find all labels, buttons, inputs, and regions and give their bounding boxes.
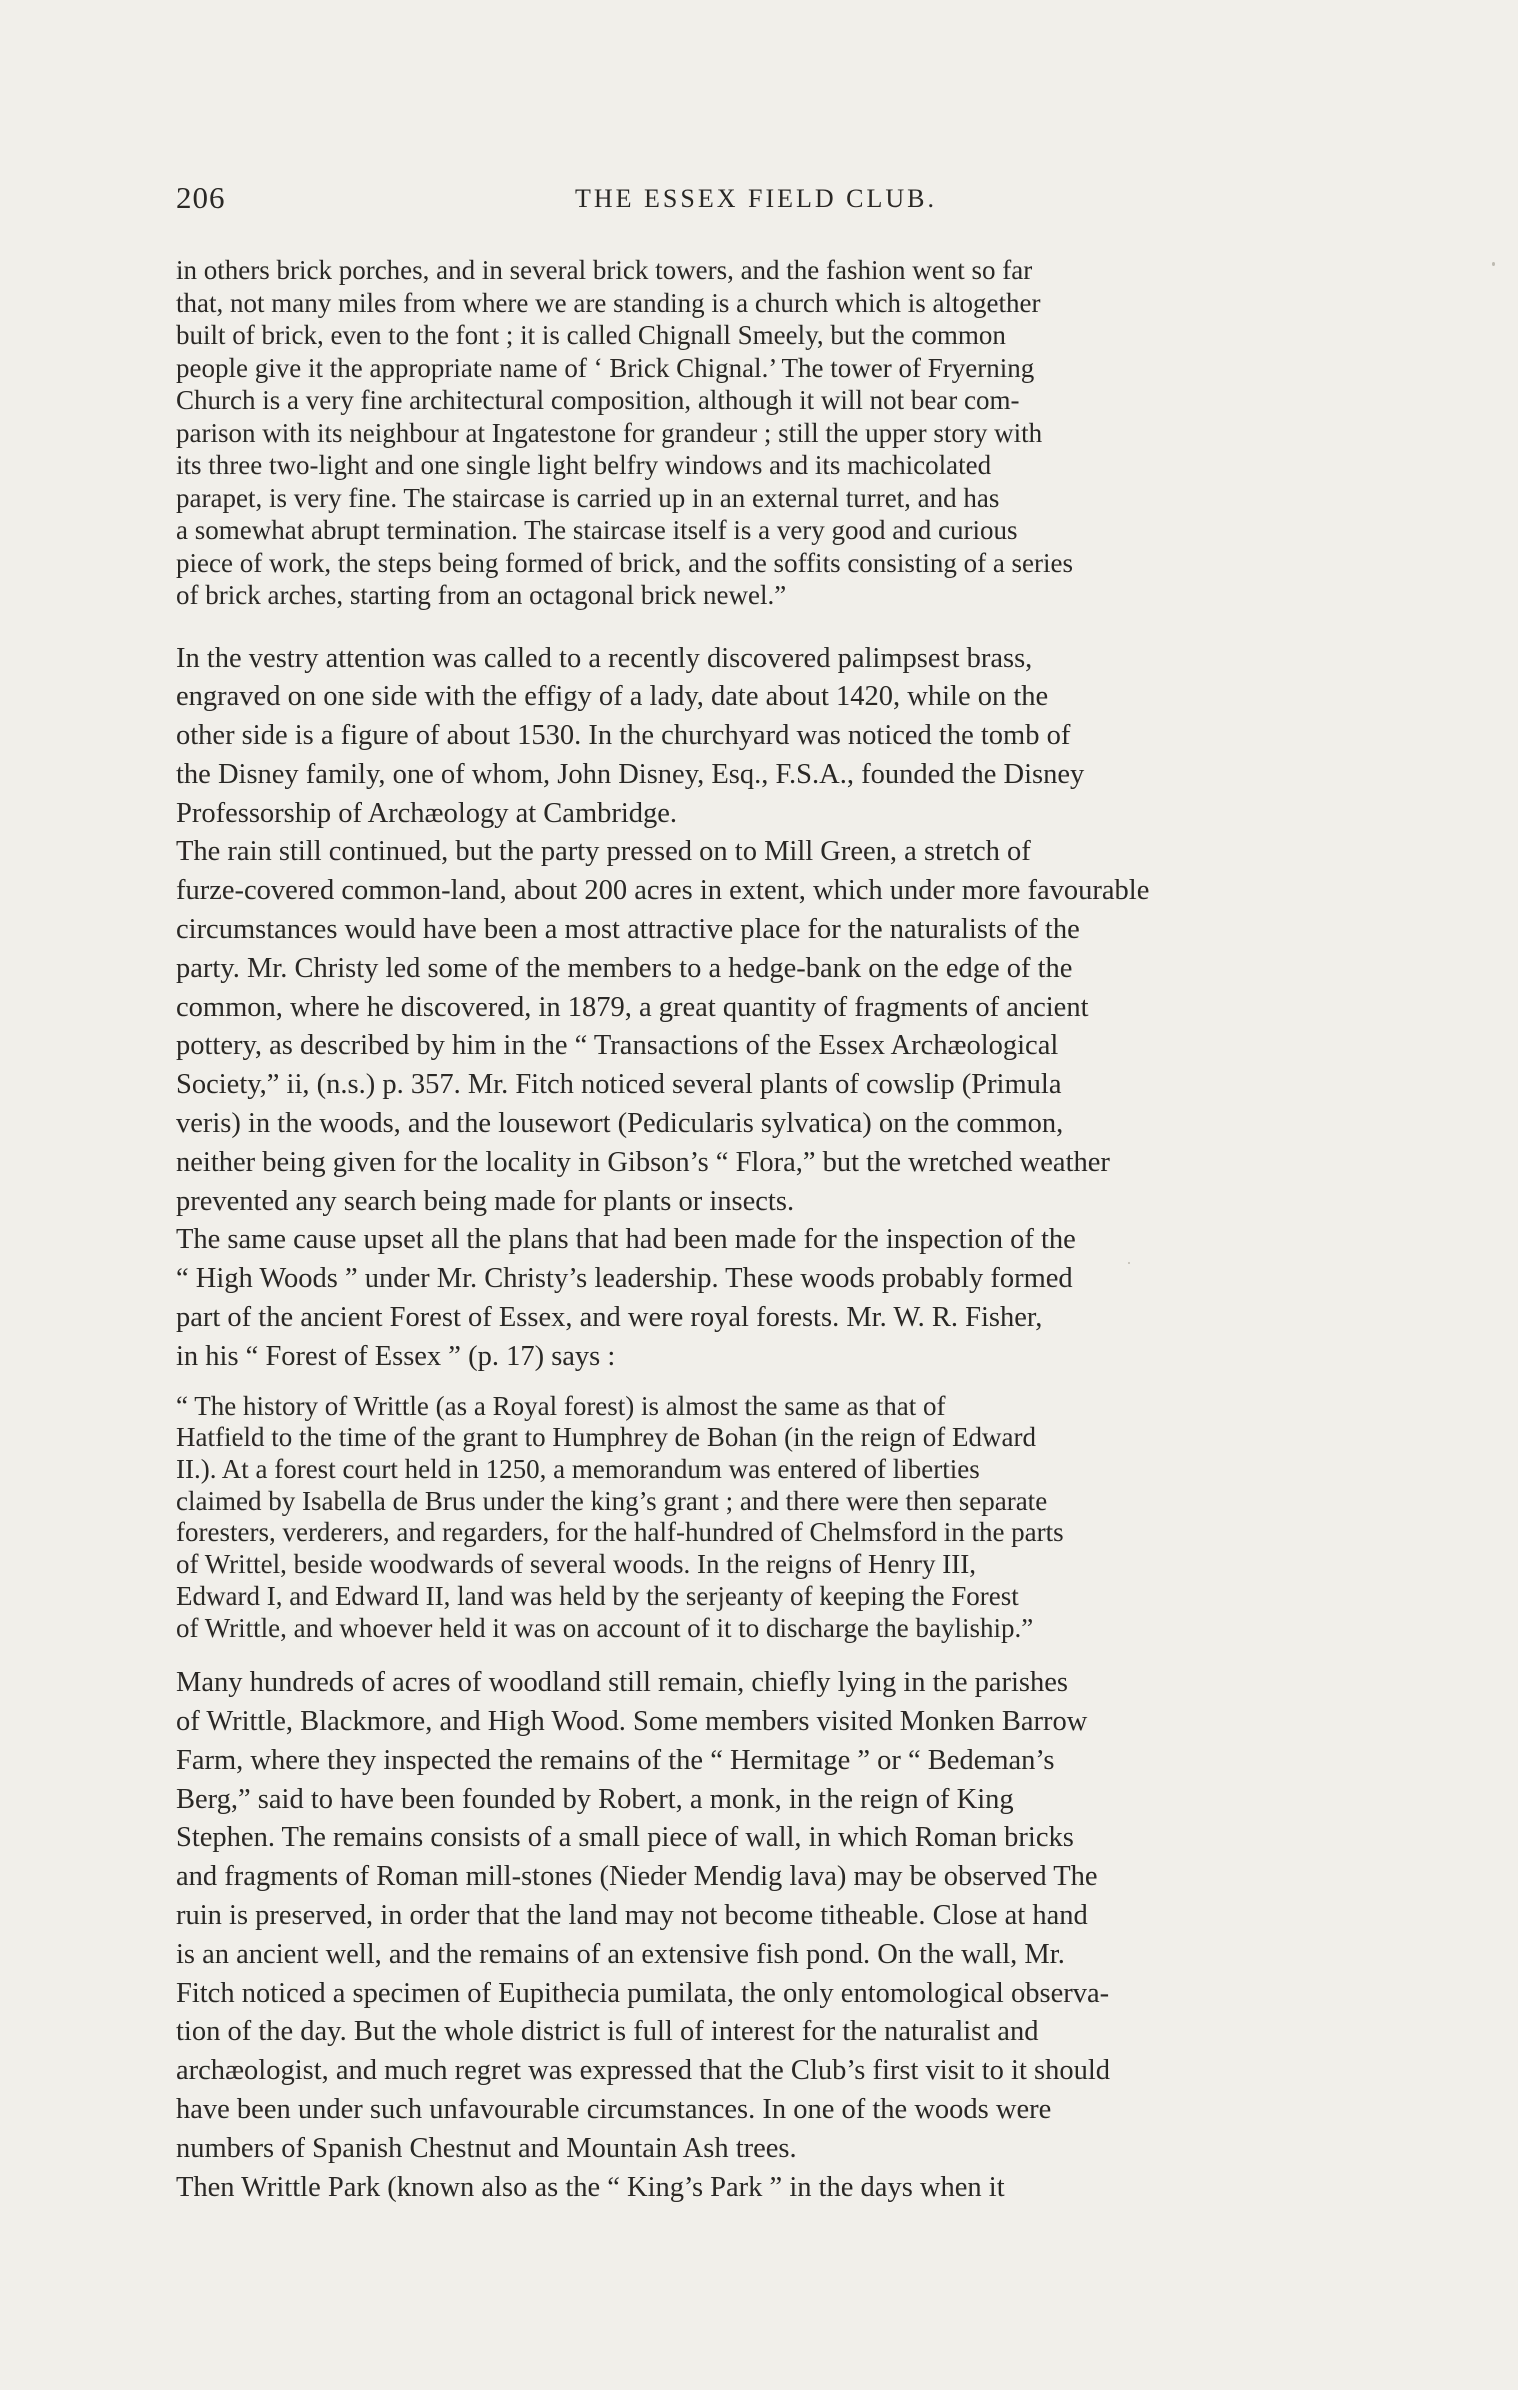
text-line: built of brick, even to the font ; it is called Chignall Smeely, but the common (176, 320, 1006, 350)
text-line: veris) in the woods, and the lousewort (Pedicularis sylvatica) on the common, (176, 1108, 1064, 1140)
text-line: Then Writtle Park (known also as the “ King’s Park ” in the days when it (176, 2171, 1005, 2203)
text-line: is an ancient well, and the remains of an extensive fish pond. On the wall, Mr. (176, 1938, 1065, 1970)
text-line: in his “ Forest of Essex ” (p. 17) says : (176, 1340, 616, 1372)
text-line: foresters, verderers, and regarders, for the half-hundred of Chelmsford in the parts (176, 1517, 1064, 1548)
text-line: The rain still continued, but the party pressed on to Mill Green, a stretch of (176, 836, 1031, 868)
text-line: other side is a figure of about 1530. In the churchyard was noticed the tomb of (176, 720, 1071, 752)
text-line: The same cause upset all the plans that had been made for the inspection of the (176, 1224, 1076, 1256)
text-line: “ The history of Writtle (as a Royal forest) is almost the same as that of (176, 1390, 946, 1421)
block-quotation-writtle (176, 1391, 1336, 1645)
text-line: of Writtle, Blackmore, and High Wood. Some members visited Monken Barrow (176, 1706, 1088, 1738)
text-line: prevented any search being made for plants or insects. (176, 1185, 795, 1217)
text-line: ruin is preserved, in order that the land may not become titheable. Close at hand (176, 1900, 1088, 1932)
text-line: furze-covered common-land, about 200 acres in extent, which under more favourable (176, 875, 1150, 907)
text-line: In the vestry attention was called to a recently discovered palimpsest brass, (176, 642, 1033, 674)
body-text (176, 254, 1336, 2207)
text-line: of Writtel, beside woodwards of several woods. In the reigns of Henry III, (176, 1549, 976, 1580)
text-line: people give it the appropriate name of ‘ Brick Chignal.’ The tower of Fryerning (176, 352, 1035, 383)
text-line: pottery, as described by him in the “ Transactions of the Essex Archæological (176, 1030, 1059, 1062)
page-number: 206 (176, 180, 226, 215)
text-line: common, where he discovered, in 1879, a great quantity of fragments of ancient (176, 991, 1089, 1023)
text-line: Fitch noticed a specimen of Eupithecia pumilata, the only entomological observa- (176, 1977, 1110, 2009)
paragraph-woodland (176, 1664, 1336, 2168)
text-line: II.). At a forest court held in 1250, a memorandum was entered of liberties (176, 1454, 980, 1485)
text-line: part of the ancient Forest of Essex, and were royal forests. Mr. W. R. Fisher, (176, 1302, 1043, 1334)
text-line: have been under such unfavourable circumstances. In one of the woods were (176, 2094, 1052, 2126)
text-line: its three two-light and one single light belfry windows and its machicolated (176, 450, 992, 480)
text-line: Berg,” said to have been founded by Robert, a monk, in the reign of King (176, 1783, 1014, 1815)
text-line: parison with its neighbour at Ingatestone for grandeur ; still the upper story with (176, 417, 1043, 448)
text-line: numbers of Spanish Chestnut and Mountain Ash trees. (176, 2132, 797, 2164)
text-line: archæologist, and much regret was expressed that the Club’s first visit to it should (176, 2055, 1111, 2087)
text-line: claimed by Isabella de Brus under the king’s grant ; and there were then separate (176, 1485, 1048, 1516)
page-header (176, 180, 1336, 220)
paragraph-mill-green (176, 833, 1336, 1221)
text-line: neither being given for the locality in Gibson’s “ Flora,” but the wretched weather (176, 1146, 1110, 1178)
text-line: Church is a very fine architectural composition, although it will not bear com- (176, 385, 1020, 415)
paragraph-writtle-park (176, 2169, 1336, 2208)
text-line: of Writtle, and whoever held it was on account of it to discharge the bayliship.” (176, 1612, 1034, 1643)
text-line: “ High Woods ” under Mr. Christy’s leadership. These woods probably formed (176, 1263, 1073, 1295)
running-head: THE ESSEX FIELD CLUB. (575, 184, 937, 213)
text-line: a somewhat abrupt termination. The staircase itself is a very good and curious (176, 515, 1018, 545)
text-line: and fragments of Roman mill-stones (Nieder Mendig lava) may be observed The (176, 1861, 1098, 1893)
text-line: engraved on one side with the effigy of a lady, date about 1420, while on the (176, 681, 1049, 713)
text-line: Professorship of Archæology at Cambridge. (176, 797, 678, 829)
text-line: Hatfield to the time of the grant to Humphrey de Bohan (in the reign of Edward (176, 1422, 1037, 1453)
paragraph-vestry-brass (176, 640, 1336, 834)
paragraph-high-woods (176, 1221, 1336, 1376)
text-line: Stephen. The remains consists of a small piece of wall, in which Roman bricks (176, 1822, 1074, 1854)
text-line: tion of the day. But the whole district is full of interest for the naturalist and (176, 2016, 1039, 2048)
text-line: piece of work, the steps being formed of brick, and the soffits consisting of a series (176, 547, 1074, 578)
text-line: the Disney family, one of whom, John Disney, Esq., F.S.A., founded the Disney (176, 758, 1085, 790)
text-line: circumstances would have been a most attractive place for the naturalists of the (176, 914, 1080, 946)
paper-speck (1492, 262, 1495, 266)
text-line: Society,” ii, (n.s.) p. 357. Mr. Fitch noticed several plants of cowslip (Primula (176, 1069, 1062, 1101)
text-line: of brick arches, starting from an octagonal brick newel.” (176, 580, 787, 610)
text-line: that, not many miles from where we are standing is a church which is altogether (176, 287, 1041, 318)
text-line: parapet, is very fine. The staircase is carried up in an external turret, and has (176, 482, 1000, 513)
paragraph-quoted-continuation (176, 254, 1336, 612)
text-line: party. Mr. Christy led some of the members to a hedge-bank on the edge of the (176, 952, 1073, 984)
text-line: Many hundreds of acres of woodland still remain, chiefly lying in the parishes (176, 1667, 1068, 1699)
text-line: Edward I, and Edward II, land was held by the serjeanty of keeping the Forest (176, 1580, 1019, 1611)
text-line: Farm, where they inspected the remains of the “ Hermitage ” or “ Bedeman’s (176, 1744, 1055, 1776)
paper-speck (1128, 1262, 1130, 1264)
text-line: in others brick porches, and in several brick towers, and the fashion went so far (176, 255, 1033, 285)
